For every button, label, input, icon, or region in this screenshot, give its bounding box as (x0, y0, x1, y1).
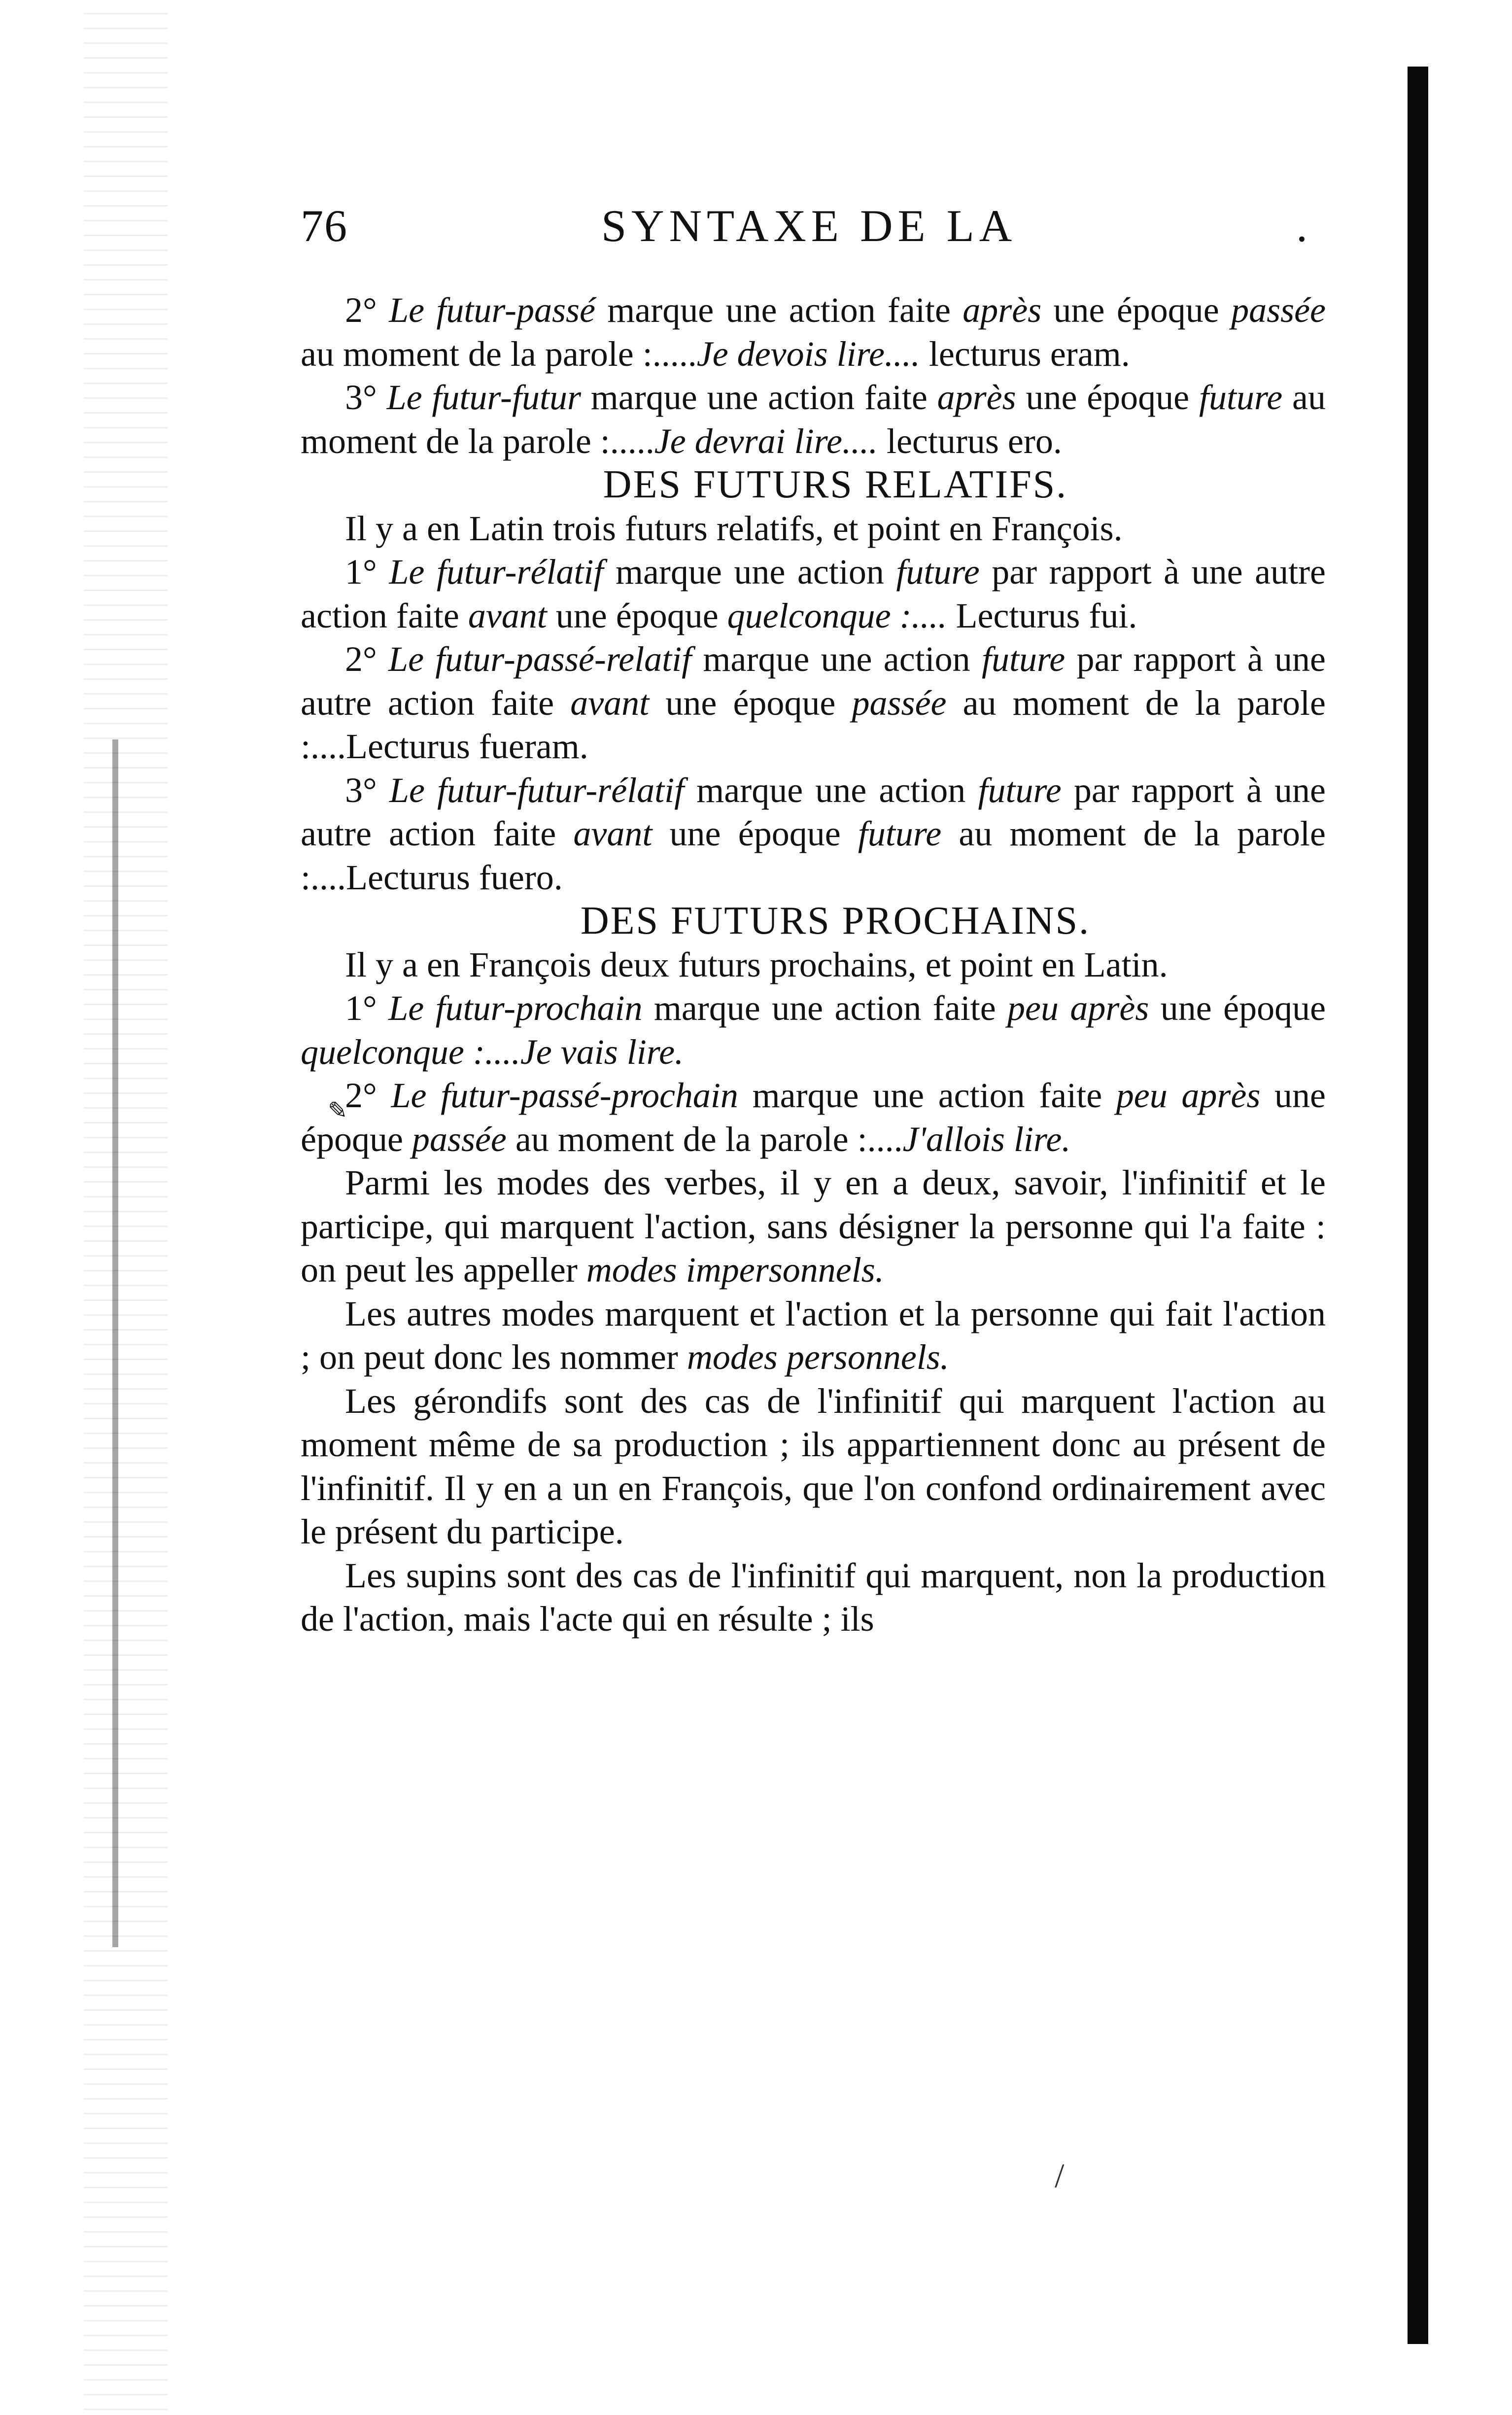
text-run: par rapport à une autre action faite (301, 552, 1326, 635)
italic-run: J'allois lire. (902, 1119, 1071, 1159)
text-run: une époque (1016, 378, 1199, 417)
running-title: SYNTAXE DE LA (601, 201, 1017, 251)
italic-run: passée (852, 683, 947, 723)
text-run: une époque (301, 1076, 1326, 1159)
page-header (301, 200, 1326, 254)
italic-run: future (978, 770, 1062, 810)
text-run: une époque (547, 595, 727, 635)
text-run: au moment de la parole :.... (506, 1119, 903, 1159)
italic-run: Le futur-prochain (388, 988, 643, 1028)
heading-futurs-relatifs: DES FUTURS RELATIFS. (603, 463, 1068, 506)
text-run: Lecturus fui. (947, 595, 1137, 635)
text-run: marque une action faite (738, 1076, 1116, 1115)
italic-run: avant (570, 683, 650, 723)
text-run: une époque (1149, 988, 1326, 1028)
paragraph-modes-impersonnels (301, 1161, 1326, 1292)
heading-futurs-prochains: DES FUTURS PROCHAINS. (580, 899, 1091, 943)
text-run: marque une action (684, 770, 978, 810)
text-run: lecturus ero. (877, 421, 1062, 461)
italic-run: peu après (1116, 1076, 1261, 1115)
text-run: 3° (345, 378, 387, 417)
text-run: marque une action faite (581, 378, 937, 417)
italic-run: après (937, 378, 1016, 417)
text-run: marque une action (603, 552, 896, 592)
italic-run: Le futur-passé-prochain (391, 1076, 738, 1115)
italic-run: future (896, 552, 980, 592)
top-paragraphs (301, 288, 1326, 463)
italic-run: passée (412, 1119, 507, 1159)
relatifs-paragraphs (301, 507, 1326, 900)
text-run: au moment de la parole :..... (301, 334, 697, 374)
italic-run: modes personnels. (687, 1337, 949, 1377)
text-run: lecturus eram. (920, 334, 1130, 374)
text-run: Les autres modes marquent et l'action et la personne qui fait l'action ; on peut donc les nommer (301, 1294, 1326, 1377)
italic-run: avant (573, 814, 653, 853)
text-run: une époque (652, 814, 858, 853)
paragraph-futur-relatif (301, 550, 1326, 637)
text-run: au moment de la parole :..... (301, 378, 1326, 461)
paragraph-intro-prochains (301, 943, 1326, 987)
prochains-paragraphs (301, 943, 1326, 1641)
text-run: Les gérondifs sont des cas de l'infinitif qui marquent l'action au moment même de sa production ; ils appartiennent donc au présent de l'infinitif. Il y en a un en François, que l'on confond ordinairement avec le présent du participe. (301, 1381, 1326, 1551)
paragraph-modes-personnels (301, 1292, 1326, 1379)
text-run: 1° (345, 988, 389, 1028)
marginal-slash: / (1055, 2157, 1065, 2195)
italic-run: quelconque :.... (727, 595, 947, 635)
text-run: Parmi les modes des verbes, il y en a deux, savoir, l'infinitif et le participe, qui marquent l'action, sans désigner la personne qui l'a faite : on peut les appeller (301, 1163, 1326, 1290)
text-run: 3° (345, 770, 389, 810)
text-run: au moment de la parole :....Lecturus fueram. (301, 683, 1326, 766)
paragraph-futur-passe-relatif (301, 637, 1326, 769)
binding-edge (112, 739, 118, 1947)
italic-run: Le futur-passé-relatif (388, 639, 692, 679)
italic-run: peu après (1007, 988, 1149, 1028)
italic-run: avant (468, 595, 547, 635)
italic-run: future (981, 639, 1065, 679)
text-run: marque une action faite (642, 988, 1008, 1028)
text-run: par rapport à une autre action faite (301, 770, 1326, 853)
italic-run: Je devrai lire.... (654, 421, 878, 461)
text-run: 2° (345, 1076, 391, 1115)
italic-run: future (858, 814, 942, 853)
binding-gutter (84, 0, 168, 2415)
header-mark: . (1296, 201, 1308, 251)
text-run: 2° (345, 639, 389, 679)
paragraph-supins (301, 1554, 1326, 1641)
text-run: marque une action (691, 639, 982, 679)
text-run: marque une action faite (595, 290, 963, 330)
paragraph-gerondifs (301, 1379, 1326, 1554)
page-number: 76 (301, 201, 348, 251)
paragraph-futur-passe-prochain (301, 1074, 1326, 1161)
text-run: Les supins sont des cas de l'infinitif qui marquent, non la production de l'action, mais l'acte qui en résulte ; ils (301, 1555, 1326, 1639)
paragraph-futur-futur (301, 376, 1326, 463)
text-run: 2° (345, 290, 389, 330)
italic-run: passée (1231, 290, 1326, 330)
italic-run: après (962, 290, 1042, 330)
italic-run: Je devois lire.... (696, 334, 920, 374)
text-run: Il y a en François deux futurs prochains, et point en Latin. (345, 945, 1168, 984)
text-run: Il y a en Latin trois futurs relatifs, et point en François. (345, 508, 1123, 548)
paragraph-futur-prochain (301, 986, 1326, 1074)
italic-run: quelconque :....Je vais lire. (301, 1032, 684, 1072)
italic-run: Le futur-futur-rélatif (389, 770, 685, 810)
italic-run: modes impersonnels. (586, 1250, 884, 1290)
text-run: par rapport à une autre action faite (301, 639, 1326, 723)
paragraph-futur-futur-relatif (301, 769, 1326, 900)
italic-run: Le futur-passé (389, 290, 595, 330)
italic-run: future (1199, 378, 1283, 417)
text-run: une époque (1041, 290, 1232, 330)
text-run: une époque (649, 683, 852, 723)
paragraph-intro-relatifs (301, 507, 1326, 551)
italic-run: Le futur-futur (386, 378, 581, 417)
paragraph-futur-passe (301, 288, 1326, 376)
text-run: 1° (345, 552, 389, 592)
italic-run: Le futur-rélatif (389, 552, 604, 592)
text-run: au moment de la parole :....Lecturus fuero. (301, 814, 1326, 897)
marginal-ornament: ✎ (328, 1098, 348, 1124)
page-body (301, 288, 1326, 1641)
page-edge-rule (1408, 67, 1428, 2344)
